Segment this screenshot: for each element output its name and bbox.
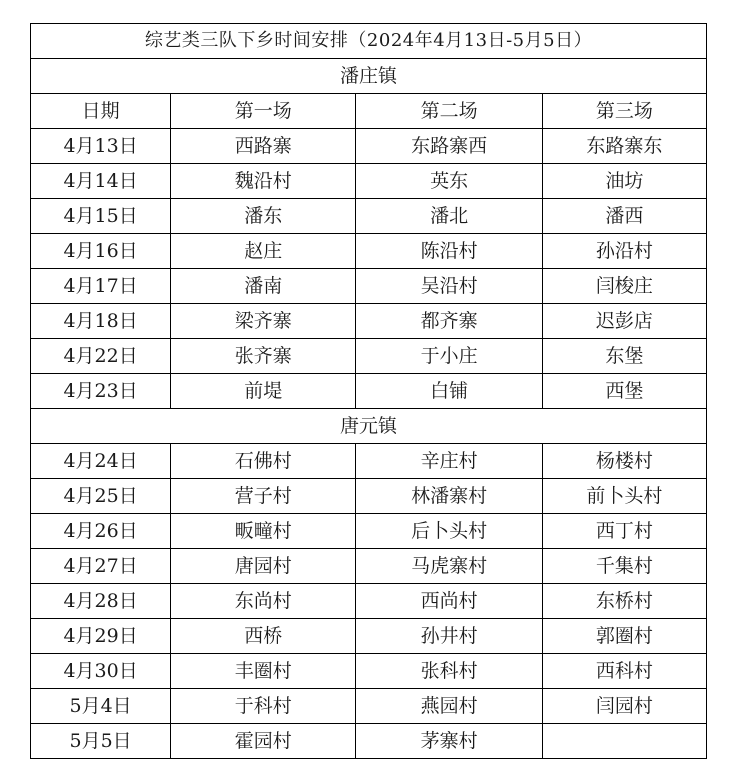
first-session-cell: 东尚村 [171, 584, 356, 619]
second-session-cell: 吴沿村 [356, 269, 542, 304]
second-session-cell: 后卜头村 [356, 514, 542, 549]
schedule-table [30, 23, 707, 759]
first-session-cell: 畈疃村 [171, 514, 356, 549]
second-session-cell: 辛庄村 [356, 444, 542, 479]
third-session-cell: 东桥村 [542, 584, 706, 619]
first-session-cell: 西桥 [171, 619, 356, 654]
table-row [31, 374, 707, 409]
second-session-cell: 潘北 [356, 199, 542, 234]
third-session-cell: 西堡 [542, 374, 706, 409]
date-cell: 4月13日 [31, 129, 171, 164]
third-session-cell: 西科村 [542, 654, 706, 689]
second-session-cell: 燕园村 [356, 689, 542, 724]
table-row [31, 234, 707, 269]
third-session-cell [542, 724, 706, 759]
first-session-cell: 潘南 [171, 269, 356, 304]
third-session-cell: 杨楼村 [542, 444, 706, 479]
date-cell: 4月16日 [31, 234, 171, 269]
date-cell: 4月26日 [31, 514, 171, 549]
section-title: 潘庄镇 [31, 59, 707, 94]
table-row [31, 164, 707, 199]
second-session-cell: 孙井村 [356, 619, 542, 654]
table-row [31, 549, 707, 584]
second-session-cell: 英东 [356, 164, 542, 199]
date-cell: 4月17日 [31, 269, 171, 304]
second-session-cell: 西尚村 [356, 584, 542, 619]
table-row [31, 654, 707, 689]
third-session-cell: 闫园村 [542, 689, 706, 724]
second-session-cell: 林潘寨村 [356, 479, 542, 514]
second-session-cell: 东路寨西 [356, 129, 542, 164]
first-session-cell: 于科村 [171, 689, 356, 724]
date-cell: 4月27日 [31, 549, 171, 584]
date-cell: 5月4日 [31, 689, 171, 724]
first-session-cell: 张齐寨 [171, 339, 356, 374]
table-row [31, 304, 707, 339]
column-header: 第三场 [542, 94, 706, 129]
date-cell: 4月29日 [31, 619, 171, 654]
third-session-cell: 郭圈村 [542, 619, 706, 654]
table-row [31, 514, 707, 549]
date-cell: 4月15日 [31, 199, 171, 234]
date-cell: 4月24日 [31, 444, 171, 479]
third-session-cell: 闫梭庄 [542, 269, 706, 304]
table-row [31, 724, 707, 759]
table-row [31, 689, 707, 724]
first-session-cell: 丰圈村 [171, 654, 356, 689]
first-session-cell: 唐园村 [171, 549, 356, 584]
second-session-cell: 陈沿村 [356, 234, 542, 269]
second-session-cell: 白铺 [356, 374, 542, 409]
second-session-cell: 张科村 [356, 654, 542, 689]
first-session-cell: 霍园村 [171, 724, 356, 759]
table-row [31, 584, 707, 619]
column-header: 第二场 [356, 94, 542, 129]
table-row [31, 479, 707, 514]
section-row [31, 409, 707, 444]
schedule-title: 综艺类三队下乡时间安排（2024年4月13日-5月5日） [31, 24, 707, 59]
date-cell: 4月14日 [31, 164, 171, 199]
date-cell: 4月30日 [31, 654, 171, 689]
column-header: 日期 [31, 94, 171, 129]
table-row [31, 269, 707, 304]
second-session-cell: 茅寨村 [356, 724, 542, 759]
date-cell: 5月5日 [31, 724, 171, 759]
table-row [31, 129, 707, 164]
title-row [31, 24, 707, 59]
second-session-cell: 都齐寨 [356, 304, 542, 339]
third-session-cell: 千集村 [542, 549, 706, 584]
table-row [31, 444, 707, 479]
first-session-cell: 西路寨 [171, 129, 356, 164]
date-cell: 4月18日 [31, 304, 171, 339]
first-session-cell: 营子村 [171, 479, 356, 514]
column-header: 第一场 [171, 94, 356, 129]
date-cell: 4月22日 [31, 339, 171, 374]
third-session-cell: 迟彭店 [542, 304, 706, 339]
first-session-cell: 前堤 [171, 374, 356, 409]
date-cell: 4月28日 [31, 584, 171, 619]
first-session-cell: 赵庄 [171, 234, 356, 269]
third-session-cell: 油坊 [542, 164, 706, 199]
section-title: 唐元镇 [31, 409, 707, 444]
table-row [31, 339, 707, 374]
third-session-cell: 东路寨东 [542, 129, 706, 164]
header-row [31, 94, 707, 129]
third-session-cell: 潘西 [542, 199, 706, 234]
third-session-cell: 西丁村 [542, 514, 706, 549]
second-session-cell: 马虎寨村 [356, 549, 542, 584]
first-session-cell: 梁齐寨 [171, 304, 356, 339]
date-cell: 4月23日 [31, 374, 171, 409]
first-session-cell: 石佛村 [171, 444, 356, 479]
date-cell: 4月25日 [31, 479, 171, 514]
third-session-cell: 前卜头村 [542, 479, 706, 514]
schedule-body [31, 24, 707, 759]
third-session-cell: 东堡 [542, 339, 706, 374]
third-session-cell: 孙沿村 [542, 234, 706, 269]
table-row [31, 199, 707, 234]
second-session-cell: 于小庄 [356, 339, 542, 374]
table-row [31, 619, 707, 654]
section-row [31, 59, 707, 94]
first-session-cell: 潘东 [171, 199, 356, 234]
first-session-cell: 魏沿村 [171, 164, 356, 199]
